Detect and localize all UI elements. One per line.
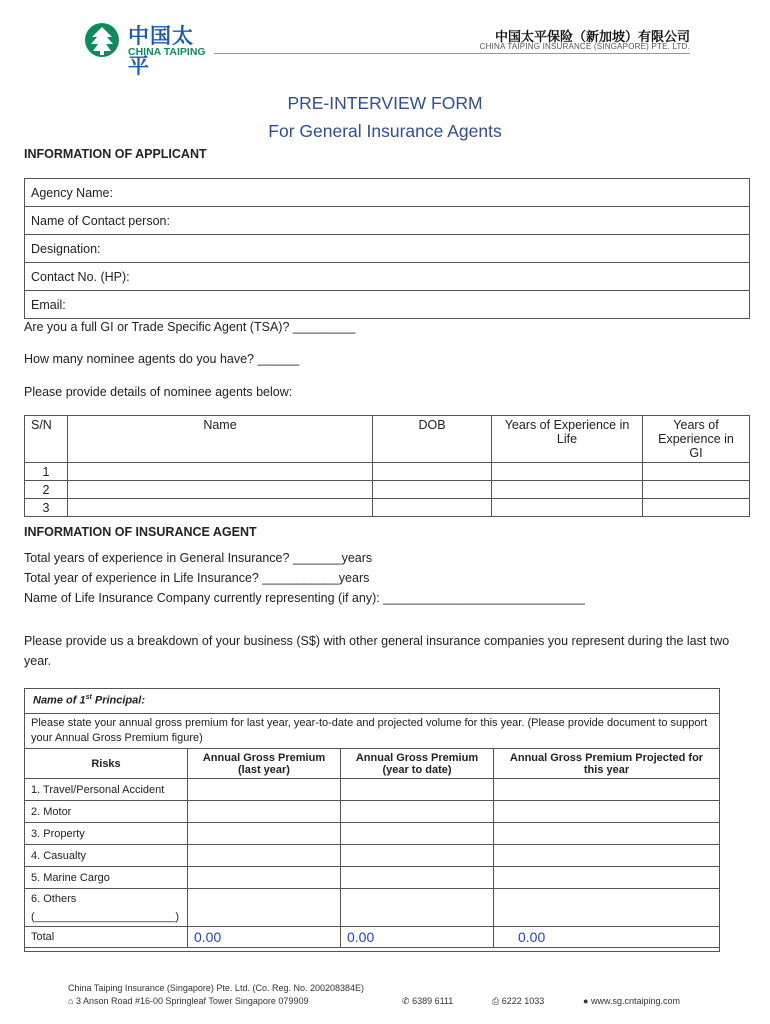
table-row [25,779,720,801]
gi-experience-line: Total years of experience in General Insurance? _______years [24,551,373,565]
nominee-name-cell[interactable] [68,463,373,481]
nominee-details-prompt: Please provide details of nominee agents below: [24,385,293,399]
applicant-fields-table [24,178,750,319]
footer-fax-text: 6222 1033 [501,996,545,1006]
col-premium-projected: Annual Gross Premium Projected for this year [494,749,720,779]
table-row [25,463,750,481]
premium-cell[interactable] [494,823,720,845]
row-number: 2 [25,481,68,499]
agent-heading: INFORMATION OF INSURANCE AGENT [24,525,257,539]
fax-icon: ⎙ [492,996,500,1006]
logo-tree-icon [84,22,120,58]
risk-label: 2. Motor [25,801,188,823]
contact-number-field[interactable]: Contact No. (HP): [25,263,750,291]
principal-label-sup: st [85,694,92,701]
footer-address [68,996,308,1006]
footer-web-text: www.sg.cntaiping.com [590,996,680,1006]
premium-cell[interactable] [188,889,341,927]
others-input[interactable]: (_______________________) [31,910,180,923]
business-breakdown-prompt: Please provide us a breakdown of your business (S$) with other general insurance companies you represent during the last two year. [24,634,730,668]
table-row [25,845,720,867]
col-years-gi: Years of Experience in GI [643,416,750,463]
page-subtitle: For General Insurance Agents [268,121,502,141]
principal-label-suffix: Principal: [91,694,145,707]
globe-icon: ● [583,996,589,1006]
total-projected: 0.00 [494,927,720,948]
principal-instruction: Please state your annual gross premium for last year, year-to-date and projected volume for this year. (Please provide document to support your Annual Gross Premium figure) [31,717,708,744]
nominee-count-question: How many nominee agents do you have? ______ [24,352,300,366]
principal-table [24,688,720,952]
risk-label-others [25,889,188,927]
total-ytd: 0.00 [341,927,494,948]
divider [25,713,719,714]
premium-table [24,748,720,948]
footer-phone-text: 6389 6111 [412,996,454,1006]
nominee-dob-cell[interactable] [373,481,492,499]
contact-person-field[interactable]: Name of Contact person: [25,207,750,235]
email-field[interactable]: Email: [25,291,750,319]
premium-cell[interactable] [341,823,494,845]
premium-cell[interactable] [494,867,720,889]
table-row [25,867,720,889]
premium-cell[interactable] [188,801,341,823]
table-row [25,481,750,499]
nominee-table [24,415,750,517]
premium-cell[interactable] [341,867,494,889]
phone-icon: ✆ [402,996,410,1006]
premium-cell[interactable] [341,779,494,801]
others-label: 6. Others [31,892,77,905]
col-risks: Risks [25,749,188,779]
home-icon: ⌂ [68,996,74,1006]
risk-label: 5. Marine Cargo [25,867,188,889]
table-row [25,499,750,517]
risk-label: 1. Travel/Personal Accident [25,779,188,801]
principal-name-label[interactable] [33,694,145,707]
premium-cell[interactable] [341,889,494,927]
logo-english-text: CHINA TAIPING [128,46,206,58]
nominee-name-cell[interactable] [68,481,373,499]
total-row [25,927,720,948]
col-premium-ytd: Annual Gross Premium (year to date) [341,749,494,779]
total-last-year: 0.00 [188,927,341,948]
footer-company: China Taiping Insurance (Singapore) Pte. Ltd. (Co. Reg. No. 200208384E) [68,983,365,993]
premium-cell[interactable] [341,801,494,823]
col-name: Name [68,416,373,463]
premium-cell[interactable] [188,779,341,801]
premium-cell[interactable] [494,779,720,801]
company-chinese-name: 中国太平保险（新加坡）有限公司 [494,29,690,44]
nominee-life-cell[interactable] [492,481,643,499]
premium-cell[interactable] [494,889,720,927]
principal-label-text: Name of 1 [33,694,86,707]
nominee-gi-cell[interactable] [643,499,750,517]
table-row [25,889,720,927]
risk-label: 3. Property [25,823,188,845]
designation-field[interactable]: Designation: [25,235,750,263]
col-sn: S/N [25,416,68,463]
logo [84,22,214,78]
header-rule [214,53,690,54]
footer-web[interactable] [583,996,680,1006]
company-english-name: CHINA TAIPING INSURANCE (SINGAPORE) PTE. LTD. [479,42,690,51]
nominee-gi-cell[interactable] [643,481,750,499]
premium-cell[interactable] [188,845,341,867]
nominee-life-cell[interactable] [492,463,643,481]
nominee-gi-cell[interactable] [643,463,750,481]
page-title: PRE-INTERVIEW FORM [287,93,483,113]
logo-chinese-text: 中国太平 [128,25,194,78]
footer-fax [492,996,544,1007]
applicant-heading: INFORMATION OF APPLICANT [24,147,207,161]
table-row [25,823,720,845]
total-label: Total [25,927,188,948]
table-row [25,801,720,823]
premium-cell[interactable] [494,845,720,867]
premium-cell[interactable] [494,801,720,823]
row-number: 3 [25,499,68,517]
premium-cell[interactable] [188,867,341,889]
life-company-line: Name of Life Insurance Company currently representing (if any): _____________________________ [24,591,585,605]
nominee-dob-cell[interactable] [373,463,492,481]
col-premium-last-year: Annual Gross Premium (last year) [188,749,341,779]
col-dob: DOB [373,416,492,463]
life-experience-line: Total year of experience in Life Insurance? ___________years [24,571,370,585]
nominee-name-cell[interactable] [68,499,373,517]
agency-name-field[interactable]: Agency Name: [25,179,750,207]
col-years-life: Years of Experience in Life [492,416,643,463]
nominee-dob-cell[interactable] [373,499,492,517]
risk-label: 4. Casualty [25,845,188,867]
nominee-life-cell[interactable] [492,499,643,517]
premium-cell[interactable] [341,845,494,867]
footer-phone [402,996,453,1007]
agent-type-question: Are you a full GI or Trade Specific Agent (TSA)? _________ [24,320,356,334]
footer-address-text: 3 Anson Road #16-00 Springleaf Tower Singapore 079909 [75,996,309,1006]
premium-cell[interactable] [188,823,341,845]
row-number: 1 [25,463,68,481]
